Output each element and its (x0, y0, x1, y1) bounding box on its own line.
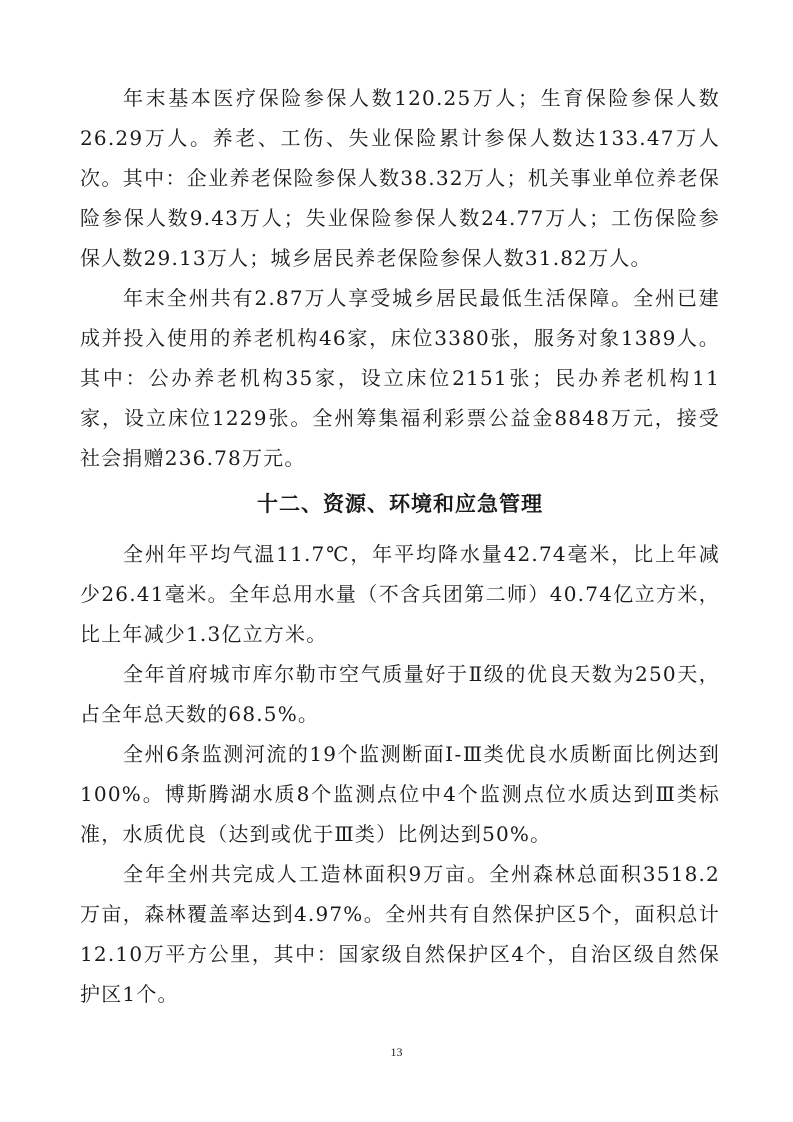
paragraph-air-quality: 全年首府城市库尔勒市空气质量好于Ⅱ级的优良天数为250天，占全年总天数的68.5%。 (80, 662, 720, 726)
paragraph-insurance: 年末基本医疗保险参保人数120.25万人；生育保险参保人数26.29万人。养老、工伤、失业保险累计参保人数达133.47万人次。其中：企业养老保险参保人数38.32万人；机关事业单位养老保险参保人数9.43万人；失业保险参保人数24.77万人；工伤保险参保人数29.13万人；城乡居民养老保险参保人数31.82万人。 (80, 86, 720, 270)
paragraph-climate-water: 全州年平均气温11.7℃，年平均降水量42.74毫米，比上年减少26.41毫米。全年总用水量（不含兵团第二师）40.74亿立方米，比上年减少1.3亿立方米。 (80, 542, 720, 646)
paragraph-forest-reserves: 全年全州共完成人工造林面积9万亩。全州森林总面积3518.2万亩，森林覆盖率达到4.97%。全州共有自然保护区5个，面积总计12.10万平方公里，其中：国家级自然保护区4个，自治区级自然保护区1个。 (80, 862, 720, 1006)
section-heading: 十二、资源、环境和应急管理 (257, 492, 543, 516)
paragraph-social-welfare: 年末全州共有2.87万人享受城乡居民最低生活保障。全州已建成并投入使用的养老机构46家，床位3380张，服务对象1389人。其中：公办养老机构35家，设立床位2151张；民办养老机构11家，设立床位1229张。全州筹集福利彩票公益金8848万元，接受社会捐赠236.78万元。 (80, 286, 720, 470)
page-number: 13 (390, 1045, 403, 1059)
paragraph-water-quality: 全州6条监测河流的19个监测断面Ⅰ-Ⅲ类优良水质断面比例达到100%。博斯腾湖水质8个监测点位中4个监测点位水质达到Ⅲ类标准，水质优良（达到或优于Ⅲ类）比例达到50%。 (80, 742, 720, 846)
